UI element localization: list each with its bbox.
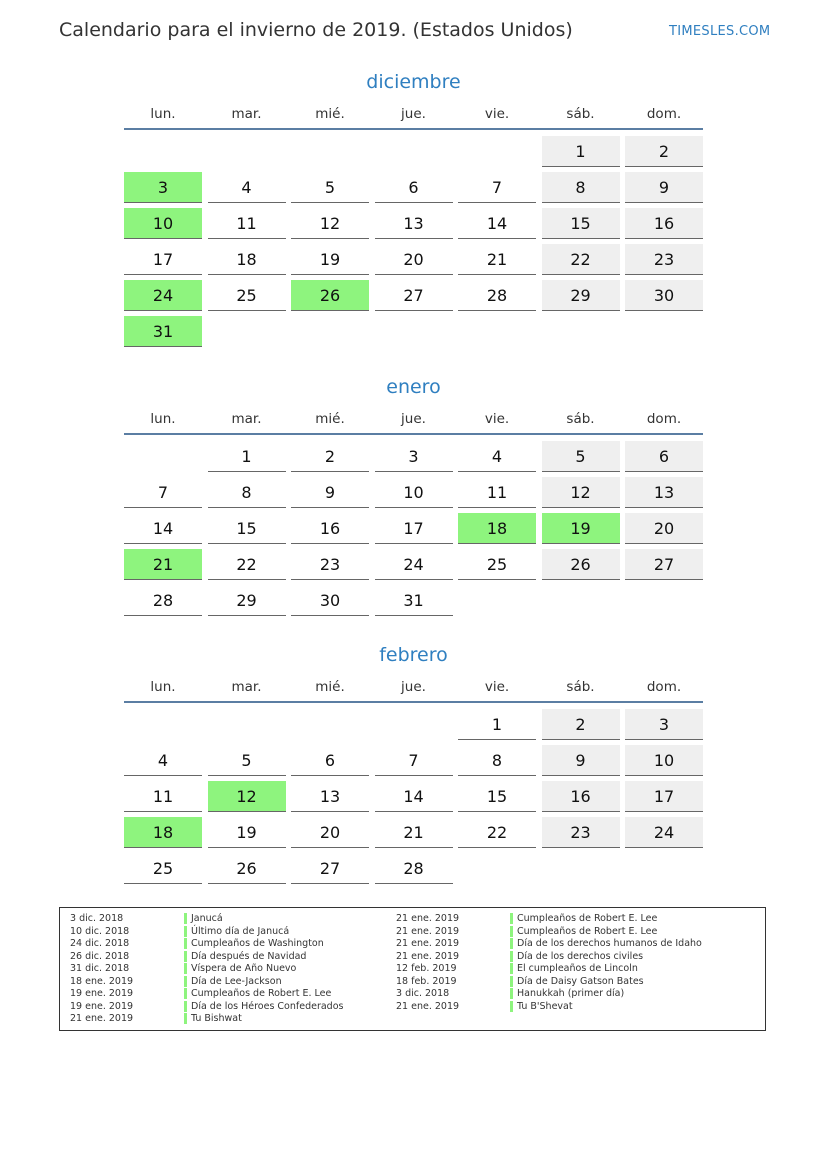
legend-date: 21 ene. 2019 — [396, 913, 460, 924]
weekday-label: vie. — [484, 411, 510, 427]
day-cell[interactable]: 20 — [625, 513, 703, 544]
empty-cell — [375, 709, 453, 740]
day-cell[interactable]: 8 — [542, 172, 620, 203]
month-february — [124, 643, 703, 884]
day-cell[interactable]: 19 — [542, 513, 620, 544]
legend-item — [70, 951, 343, 964]
page-title: Calendario para el invierno de 2019. (Estados Unidos) — [59, 19, 573, 41]
empty-cell — [375, 136, 453, 167]
legend-item — [396, 1001, 702, 1014]
holiday-marker-icon — [510, 951, 513, 962]
day-cell[interactable]: 13 — [625, 477, 703, 508]
legend-item — [70, 963, 343, 976]
legend-date: 24 dic. 2018 — [70, 938, 130, 949]
legend-date: 21 ene. 2019 — [70, 1013, 134, 1024]
weekday-label: mar. — [231, 411, 262, 427]
legend-date: 21 ene. 2019 — [396, 1000, 460, 1012]
day-cell[interactable]: 8 — [458, 745, 536, 776]
day-cell[interactable]: 5 — [291, 172, 369, 203]
legend-item — [70, 1013, 343, 1026]
weekday-label: mar. — [231, 106, 262, 122]
weekday-header — [124, 411, 703, 433]
day-cell[interactable]: 16 — [625, 208, 703, 239]
legend-item — [70, 988, 343, 1001]
holiday-marker-icon — [510, 938, 513, 949]
empty-cell — [124, 441, 202, 472]
day-cell[interactable]: 18 — [458, 513, 536, 544]
day-cell[interactable]: 29 — [542, 280, 620, 311]
day-cell[interactable]: 3 — [124, 172, 202, 203]
day-cell[interactable]: 1 — [458, 709, 536, 740]
day-cell[interactable]: 24 — [124, 280, 202, 311]
month-title: enero — [386, 376, 441, 398]
day-cell[interactable]: 22 — [208, 549, 286, 580]
day-grid — [124, 136, 703, 347]
day-cell[interactable]: 24 — [625, 817, 703, 848]
day-cell[interactable]: 4 — [458, 441, 536, 472]
holiday-marker-icon — [184, 988, 187, 999]
holiday-marker-icon — [184, 951, 187, 962]
holiday-marker-icon — [510, 963, 513, 974]
legend-item — [396, 963, 702, 976]
month-title: febrero — [379, 644, 448, 666]
weekday-label: mié. — [315, 411, 345, 427]
day-cell[interactable]: 12 — [542, 477, 620, 508]
day-cell[interactable]: 11 — [124, 781, 202, 812]
holiday-marker-icon — [184, 938, 187, 949]
legend-holiday-name: Día de los Héroes Confederados — [191, 1000, 344, 1012]
day-cell[interactable]: 3 — [375, 441, 453, 472]
day-cell[interactable]: 23 — [542, 817, 620, 848]
legend-holiday-name: Tu Bishwat — [191, 1013, 242, 1024]
legend-item — [396, 913, 702, 926]
weekday-label: jue. — [401, 106, 426, 122]
weekday-label: dom. — [646, 679, 682, 695]
legend-date: 10 dic. 2018 — [70, 925, 130, 937]
day-cell[interactable]: 23 — [291, 549, 369, 580]
legend-holiday-name: Hanukkah (primer día) — [517, 988, 625, 999]
day-grid — [124, 441, 703, 616]
day-cell[interactable]: 22 — [458, 817, 536, 848]
holiday-marker-icon — [184, 926, 187, 937]
legend-date: 18 ene. 2019 — [70, 975, 134, 987]
day-cell[interactable]: 18 — [124, 817, 202, 848]
day-cell[interactable]: 15 — [458, 781, 536, 812]
day-cell[interactable]: 2 — [625, 136, 703, 167]
day-cell[interactable]: 3 — [625, 709, 703, 740]
day-cell[interactable]: 7 — [124, 477, 202, 508]
legend-holiday-name: Día de los derechos civiles — [517, 950, 644, 962]
day-cell[interactable]: 4 — [208, 172, 286, 203]
day-cell[interactable]: 13 — [291, 781, 369, 812]
day-cell[interactable]: 26 — [542, 549, 620, 580]
empty-cell — [458, 136, 536, 167]
day-cell[interactable]: 18 — [208, 244, 286, 275]
holiday-marker-icon — [510, 913, 513, 924]
brand-logo[interactable]: TIMESLES.COM — [669, 24, 771, 39]
day-cell[interactable]: 15 — [542, 208, 620, 239]
day-cell[interactable]: 1 — [208, 441, 286, 472]
day-cell[interactable]: 14 — [375, 781, 453, 812]
weekday-label: dom. — [646, 106, 682, 122]
day-cell[interactable]: 13 — [375, 208, 453, 239]
header-divider — [124, 128, 703, 130]
day-grid — [124, 709, 703, 884]
weekday-label: vie. — [484, 106, 510, 122]
day-cell[interactable]: 25 — [124, 853, 202, 884]
legend-item — [70, 913, 343, 926]
day-cell[interactable]: 28 — [124, 585, 202, 616]
day-cell[interactable]: 21 — [458, 244, 536, 275]
empty-cell — [291, 709, 369, 740]
day-cell[interactable]: 6 — [625, 441, 703, 472]
legend-holiday-name: Cumpleaños de Washington — [191, 938, 324, 949]
day-cell[interactable]: 11 — [458, 477, 536, 508]
legend-holiday-name: Último día de Janucá — [191, 925, 290, 937]
weekday-label: mié. — [315, 679, 345, 695]
legend-item — [396, 926, 702, 939]
day-cell[interactable]: 2 — [291, 441, 369, 472]
legend-date: 19 ene. 2019 — [70, 1000, 134, 1012]
day-cell[interactable]: 7 — [458, 172, 536, 203]
legend-date: 21 ene. 2019 — [396, 950, 460, 962]
legend-column-right — [396, 913, 702, 1013]
day-cell[interactable]: 28 — [458, 280, 536, 311]
weekday-label: sáb. — [566, 411, 595, 427]
day-cell[interactable]: 11 — [208, 208, 286, 239]
day-cell[interactable]: 6 — [375, 172, 453, 203]
weekday-label: lun. — [150, 106, 176, 122]
day-cell[interactable]: 30 — [625, 280, 703, 311]
day-cell[interactable]: 31 — [375, 585, 453, 616]
legend-date: 3 dic. 2018 — [396, 988, 450, 999]
legend-item — [396, 951, 702, 964]
legend-item — [70, 926, 343, 939]
holiday-marker-icon — [510, 976, 513, 987]
day-cell[interactable]: 25 — [458, 549, 536, 580]
day-cell[interactable]: 19 — [208, 817, 286, 848]
day-cell[interactable]: 25 — [208, 280, 286, 311]
legend-holiday-name: Cumpleaños de Robert E. Lee — [517, 925, 658, 937]
legend-date: 12 feb. 2019 — [396, 963, 457, 974]
holiday-marker-icon — [184, 976, 187, 987]
legend-item — [70, 1001, 343, 1014]
day-cell[interactable]: 12 — [291, 208, 369, 239]
day-cell[interactable]: 23 — [625, 244, 703, 275]
day-cell[interactable]: 27 — [291, 853, 369, 884]
legend-date: 21 ene. 2019 — [396, 925, 460, 937]
legend-holiday-name: Cumpleaños de Robert E. Lee — [191, 988, 332, 999]
day-cell[interactable]: 5 — [542, 441, 620, 472]
legend-holiday-name: Día de Lee-Jackson — [191, 975, 282, 987]
day-cell[interactable]: 9 — [542, 745, 620, 776]
legend-date: 21 ene. 2019 — [396, 938, 460, 949]
day-cell[interactable]: 27 — [375, 280, 453, 311]
day-cell[interactable]: 30 — [291, 585, 369, 616]
day-cell[interactable]: 17 — [375, 513, 453, 544]
day-cell[interactable]: 17 — [124, 244, 202, 275]
day-cell[interactable]: 20 — [375, 244, 453, 275]
day-cell[interactable]: 5 — [208, 745, 286, 776]
legend-date: 31 dic. 2018 — [70, 963, 130, 974]
holiday-marker-icon — [184, 913, 187, 924]
day-cell[interactable]: 31 — [124, 316, 202, 347]
header-divider — [124, 701, 703, 703]
legend-holiday-name: Cumpleaños de Robert E. Lee — [517, 913, 658, 924]
day-cell[interactable]: 14 — [124, 513, 202, 544]
holiday-marker-icon — [510, 988, 513, 999]
weekday-label: sáb. — [566, 106, 595, 122]
day-cell[interactable]: 10 — [124, 208, 202, 239]
day-cell[interactable]: 26 — [291, 280, 369, 311]
legend-holiday-name: Tu B'Shevat — [517, 1000, 573, 1012]
day-cell[interactable]: 16 — [291, 513, 369, 544]
month-title: diciembre — [366, 71, 461, 93]
weekday-label: vie. — [484, 679, 510, 695]
legend-holiday-name: Janucá — [191, 913, 223, 924]
weekday-label: lun. — [150, 679, 176, 695]
legend-date: 3 dic. 2018 — [70, 913, 124, 924]
header-divider — [124, 433, 703, 435]
legend-holiday-name: El cumpleaños de Lincoln — [517, 963, 638, 974]
weekday-label: sáb. — [566, 679, 595, 695]
legend-holiday-name: Día después de Navidad — [191, 950, 307, 962]
legend-item — [70, 938, 343, 951]
legend-date: 19 ene. 2019 — [70, 988, 134, 999]
legend-item — [396, 976, 702, 989]
legend-date: 18 feb. 2019 — [396, 975, 457, 987]
month-january — [124, 375, 703, 616]
weekday-header — [124, 106, 703, 128]
day-cell[interactable]: 26 — [208, 853, 286, 884]
weekday-label: dom. — [646, 411, 682, 427]
legend-column-left — [70, 913, 343, 1026]
empty-cell — [208, 136, 286, 167]
day-cell[interactable]: 24 — [375, 549, 453, 580]
weekday-label: mar. — [231, 679, 262, 695]
holiday-legend — [59, 907, 766, 1031]
holiday-marker-icon — [510, 1001, 513, 1012]
day-cell[interactable]: 20 — [291, 817, 369, 848]
legend-holiday-name: Día de Daisy Gatson Bates — [517, 975, 644, 987]
day-cell[interactable]: 16 — [542, 781, 620, 812]
day-cell[interactable]: 6 — [291, 745, 369, 776]
holiday-marker-icon — [184, 1001, 187, 1012]
legend-item — [396, 938, 702, 951]
day-cell[interactable]: 2 — [542, 709, 620, 740]
weekday-label: lun. — [150, 411, 176, 427]
legend-item — [70, 976, 343, 989]
weekday-label: mié. — [315, 106, 345, 122]
holiday-marker-icon — [184, 1013, 187, 1024]
day-cell[interactable]: 27 — [625, 549, 703, 580]
day-cell[interactable]: 21 — [375, 817, 453, 848]
day-cell[interactable]: 17 — [625, 781, 703, 812]
day-cell[interactable]: 8 — [208, 477, 286, 508]
day-cell[interactable]: 10 — [375, 477, 453, 508]
month-december — [124, 70, 703, 347]
legend-holiday-name: Víspera de Año Nuevo — [191, 963, 297, 974]
day-cell[interactable]: 22 — [542, 244, 620, 275]
day-cell[interactable]: 15 — [208, 513, 286, 544]
legend-holiday-name: Día de los derechos humanos de Idaho — [517, 938, 702, 949]
day-cell[interactable]: 9 — [625, 172, 703, 203]
day-cell[interactable]: 10 — [625, 745, 703, 776]
holiday-marker-icon — [510, 926, 513, 937]
empty-cell — [124, 136, 202, 167]
empty-cell — [208, 709, 286, 740]
weekday-header — [124, 679, 703, 701]
day-cell[interactable]: 1 — [542, 136, 620, 167]
weekday-label: jue. — [401, 679, 426, 695]
day-cell[interactable]: 7 — [375, 745, 453, 776]
day-cell[interactable]: 21 — [124, 549, 202, 580]
day-cell[interactable]: 9 — [291, 477, 369, 508]
day-cell[interactable]: 19 — [291, 244, 369, 275]
day-cell[interactable]: 12 — [208, 781, 286, 812]
day-cell[interactable]: 14 — [458, 208, 536, 239]
day-cell[interactable]: 28 — [375, 853, 453, 884]
empty-cell — [124, 709, 202, 740]
day-cell[interactable]: 29 — [208, 585, 286, 616]
day-cell[interactable]: 4 — [124, 745, 202, 776]
weekday-label: jue. — [401, 411, 426, 427]
legend-item — [396, 988, 702, 1001]
legend-date: 26 dic. 2018 — [70, 950, 130, 962]
empty-cell — [291, 136, 369, 167]
holiday-marker-icon — [184, 963, 187, 974]
